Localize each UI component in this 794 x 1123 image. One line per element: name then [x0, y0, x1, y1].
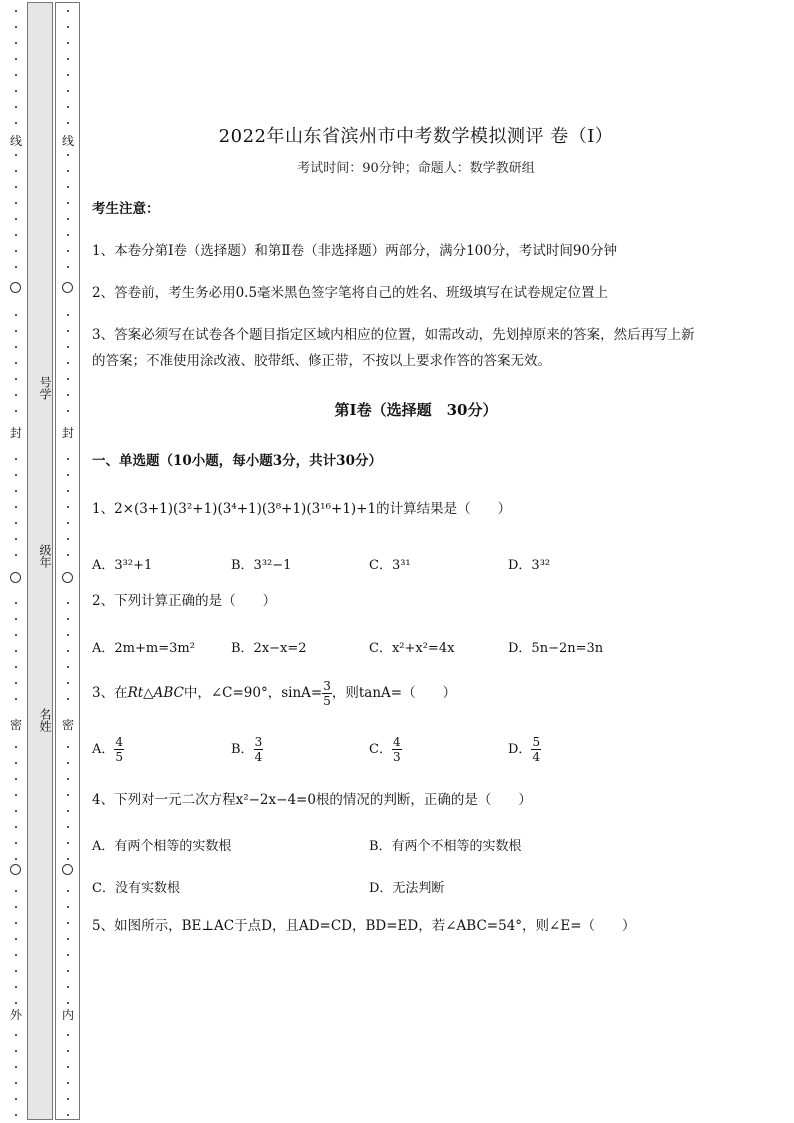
- inner-dot: [67, 186, 69, 188]
- outer-dot: [15, 938, 17, 940]
- q3-sin-denominator: 5: [323, 694, 331, 708]
- q4-option-a: A．有两个相等的实数根: [92, 839, 232, 854]
- inner-dot: [67, 314, 69, 316]
- binding-margin: [0, 0, 82, 1123]
- inner-dot: [67, 58, 69, 60]
- q3-option-d-label: D．: [508, 742, 532, 757]
- q3-option-a-fraction: [114, 735, 124, 764]
- inner-dot: [67, 490, 69, 492]
- outer-dot: [15, 1034, 17, 1036]
- inner-dot: [67, 1034, 69, 1036]
- outer-dot: [15, 90, 17, 92]
- notice-item-3: 3、答案必须写在试卷各个题目指定区域内相应的位置，如需改动，先划掉原来的答案，然后再写上新: [92, 327, 695, 343]
- outer-mark-label: 密: [9, 718, 22, 732]
- outer-circle-mark: [10, 282, 21, 293]
- inner-dot: [67, 474, 69, 476]
- inner-dot: [67, 410, 69, 412]
- outer-dot: [15, 58, 17, 60]
- outer-dot: [15, 346, 17, 348]
- outer-circle-mark: [10, 572, 21, 583]
- outer-dot: [15, 234, 17, 236]
- inner-circle-mark: [62, 282, 73, 293]
- outer-dot: [15, 970, 17, 972]
- outer-dot: [15, 554, 17, 556]
- outer-dot: [15, 762, 17, 764]
- inner-dot: [67, 90, 69, 92]
- outer-dot: [15, 698, 17, 700]
- question-3: [92, 679, 456, 708]
- inner-dot: [67, 170, 69, 172]
- q2-option-c: C．x²+x²=4x: [369, 641, 455, 656]
- q2-option-b: B．2x−x=2: [231, 641, 307, 656]
- inner-dot: [67, 106, 69, 108]
- outer-dot: [15, 682, 17, 684]
- inner-dot: [67, 538, 69, 540]
- inner-mark-label: 封: [61, 426, 74, 440]
- outer-dot: [15, 890, 17, 892]
- inner-dot: [67, 1002, 69, 1004]
- outer-dot: [15, 122, 17, 124]
- inner-dot: [67, 346, 69, 348]
- outer-dot: [15, 170, 17, 172]
- q4-option-d: D．无法判断: [369, 881, 445, 896]
- inner-dot: [67, 826, 69, 828]
- q3-sin-numerator: 3: [323, 679, 331, 693]
- inner-dotted-line: [62, 0, 74, 1123]
- outer-dot: [15, 906, 17, 908]
- q4-option-b: B．有两个不相等的实数根: [369, 839, 522, 854]
- inner-dot: [67, 10, 69, 12]
- q3-b-numerator: 3: [254, 735, 263, 749]
- inner-dot: [67, 906, 69, 908]
- q3-suffix: ，则tanA=（ ）: [331, 685, 457, 701]
- outer-dot: [15, 474, 17, 476]
- notice-heading: 考生注意：: [92, 201, 160, 217]
- inner-dot: [67, 762, 69, 764]
- outer-dot: [15, 330, 17, 332]
- outer-dot: [15, 410, 17, 412]
- q1-option-a: A．3³²+1: [92, 558, 153, 573]
- page-title: 2022年山东省滨州市中考数学模拟测评 卷（Ⅰ）: [218, 126, 614, 147]
- inner-dot: [67, 330, 69, 332]
- question-5: 5、如图所示，BE⊥AC于点D，且AD=CD，BD=ED，若∠ABC=54°，则∠E=（ ）: [92, 918, 636, 934]
- outer-dot: [15, 74, 17, 76]
- inner-dot: [67, 666, 69, 668]
- inner-dot: [67, 1050, 69, 1052]
- outer-mark-label: 封: [9, 426, 22, 440]
- outer-dot: [15, 1050, 17, 1052]
- student-number-label: 号学: [38, 376, 52, 400]
- question-2: 2、下列计算正确的是（ ）: [92, 593, 277, 609]
- q3-option-b: [231, 735, 263, 764]
- inner-dot: [67, 458, 69, 460]
- inner-dot: [67, 970, 69, 972]
- inner-dot: [67, 122, 69, 124]
- outer-dot: [15, 1098, 17, 1100]
- inner-dot: [67, 922, 69, 924]
- q3-sin-fraction: [322, 679, 332, 708]
- q3-prefix: 3、在: [92, 685, 128, 701]
- question-4: 4、下列对一元二次方程x²−2x−4=0根的情况的判断，正确的是（ ）: [92, 792, 532, 808]
- inner-dot: [67, 362, 69, 364]
- section-title: 第Ⅰ卷（选择题 30分）: [334, 401, 498, 419]
- outer-dot: [15, 1066, 17, 1068]
- inner-dot: [67, 506, 69, 508]
- inner-dot: [67, 26, 69, 28]
- outer-dot: [15, 522, 17, 524]
- q2-option-d: D．5n−2n=3n: [508, 641, 604, 656]
- inner-dot: [67, 42, 69, 44]
- inner-dot: [67, 634, 69, 636]
- inner-dot: [67, 554, 69, 556]
- outer-dot: [15, 378, 17, 380]
- inner-dot: [67, 234, 69, 236]
- outer-dot: [15, 314, 17, 316]
- q3-option-c-label: C．: [369, 742, 392, 757]
- outer-dot: [15, 106, 17, 108]
- inner-dot: [67, 154, 69, 156]
- outer-mark-label: 外: [9, 1008, 22, 1022]
- part-heading: 一、单选题（10小题，每小题3分，共计30分）: [92, 453, 382, 469]
- outer-dot: [15, 10, 17, 12]
- inner-dot: [67, 1114, 69, 1116]
- inner-dot: [67, 202, 69, 204]
- outer-dot: [15, 202, 17, 204]
- outer-dot: [15, 154, 17, 156]
- inner-mark-label: 线: [61, 134, 74, 148]
- outer-dot: [15, 618, 17, 620]
- q3-option-a-label: A．: [92, 742, 115, 757]
- inner-dot: [67, 778, 69, 780]
- name-label: 名姓: [38, 708, 52, 732]
- inner-circle-mark: [62, 864, 73, 875]
- q3-c-numerator: 4: [392, 735, 401, 749]
- inner-dot: [67, 746, 69, 748]
- inner-dot: [67, 698, 69, 700]
- outer-dot: [15, 1002, 17, 1004]
- q1-suffix: 的计算结果是（ ）: [376, 501, 512, 517]
- inner-circle-mark: [62, 572, 73, 583]
- q3-option-c: [369, 735, 402, 764]
- q1-number: 1、: [92, 501, 115, 517]
- q3-option-a: [92, 735, 124, 764]
- outer-dotted-line: [10, 0, 22, 1123]
- outer-dot: [15, 250, 17, 252]
- outer-dot: [15, 218, 17, 220]
- question-1: [92, 496, 511, 522]
- outer-circle-mark: [10, 864, 21, 875]
- outer-dot: [15, 954, 17, 956]
- inner-dot: [67, 794, 69, 796]
- q1-option-d: D．3³²: [508, 558, 551, 573]
- inner-dot: [67, 842, 69, 844]
- outer-mark-label: 线: [9, 134, 22, 148]
- inner-dot: [67, 266, 69, 268]
- q1-expression: 2×(3+1)(3²+1)(3⁴+1)(3⁸+1)(3¹⁶+1)+1: [114, 501, 377, 517]
- inner-dot: [67, 1098, 69, 1100]
- q3-condition: 中，∠C=90°，sinA=: [183, 685, 323, 701]
- outer-dot: [15, 922, 17, 924]
- q2-option-a: A．2m+m=3m²: [92, 641, 195, 656]
- inner-dot: [67, 858, 69, 860]
- q3-a-denominator: 5: [115, 750, 124, 764]
- q3-option-d-fraction: [531, 735, 541, 764]
- inner-dot: [67, 1066, 69, 1068]
- inner-dot: [67, 218, 69, 220]
- q3-d-denominator: 4: [532, 750, 541, 764]
- exam-info: 考试时间：90分钟；命题人：数学教研组: [297, 161, 535, 176]
- inner-dot: [67, 602, 69, 604]
- inner-dot: [67, 650, 69, 652]
- q1-option-b: B．3³²−1: [231, 558, 292, 573]
- q3-option-b-fraction: [254, 735, 264, 764]
- outer-dot: [15, 266, 17, 268]
- class-label: 级年: [38, 544, 52, 568]
- q3-triangle: Rt△ABC: [127, 685, 184, 701]
- inner-dot: [67, 522, 69, 524]
- inner-dot: [67, 954, 69, 956]
- inner-dot: [67, 378, 69, 380]
- outer-dot: [15, 746, 17, 748]
- outer-dot: [15, 602, 17, 604]
- outer-dot: [15, 778, 17, 780]
- outer-dot: [15, 506, 17, 508]
- inner-dot: [67, 682, 69, 684]
- q3-c-denominator: 3: [392, 750, 401, 764]
- q3-d-numerator: 5: [532, 735, 541, 749]
- inner-dot: [67, 810, 69, 812]
- q3-a-numerator: 4: [115, 735, 124, 749]
- outer-dot: [15, 986, 17, 988]
- inner-dot: [67, 1082, 69, 1084]
- inner-dot: [67, 938, 69, 940]
- outer-dot: [15, 858, 17, 860]
- inner-dot: [67, 74, 69, 76]
- outer-dot: [15, 394, 17, 396]
- inner-dot: [67, 394, 69, 396]
- notice-item-1: 1、本卷分第I卷（选择题）和第Ⅱ卷（非选择题）两部分，满分100分，考试时间90分钟: [92, 243, 618, 259]
- outer-dot: [15, 826, 17, 828]
- inner-dot: [67, 250, 69, 252]
- outer-dot: [15, 42, 17, 44]
- outer-dot: [15, 650, 17, 652]
- outer-dot: [15, 1114, 17, 1116]
- outer-dot: [15, 666, 17, 668]
- outer-dot: [15, 458, 17, 460]
- q3-option-c-fraction: [392, 735, 402, 764]
- outer-dot: [15, 634, 17, 636]
- inner-dot: [67, 986, 69, 988]
- q1-option-c: C．3³¹: [369, 558, 411, 573]
- outer-dot: [15, 1082, 17, 1084]
- outer-dot: [15, 490, 17, 492]
- outer-dot: [15, 186, 17, 188]
- q4-option-c: C．没有实数根: [92, 881, 180, 896]
- notice-item-2: 2、答卷前，考生务必用0.5毫米黑色签字笔将自己的姓名、班级填写在试卷规定位置上: [92, 285, 609, 301]
- outer-dot: [15, 26, 17, 28]
- outer-dot: [15, 842, 17, 844]
- outer-dot: [15, 794, 17, 796]
- inner-mark-label: 密: [61, 718, 74, 732]
- outer-dot: [15, 362, 17, 364]
- q3-b-denominator: 4: [254, 750, 263, 764]
- q3-option-b-label: B．: [231, 742, 254, 757]
- outer-dot: [15, 810, 17, 812]
- inner-dot: [67, 890, 69, 892]
- outer-dot: [15, 538, 17, 540]
- inner-dot: [67, 618, 69, 620]
- notice-item-3-cont: 的答案；不准使用涂改液、胶带纸、修正带，不按以上要求作答的答案无效。: [92, 353, 551, 369]
- inner-mark-label: 内: [61, 1008, 74, 1022]
- q3-option-d: [508, 735, 541, 764]
